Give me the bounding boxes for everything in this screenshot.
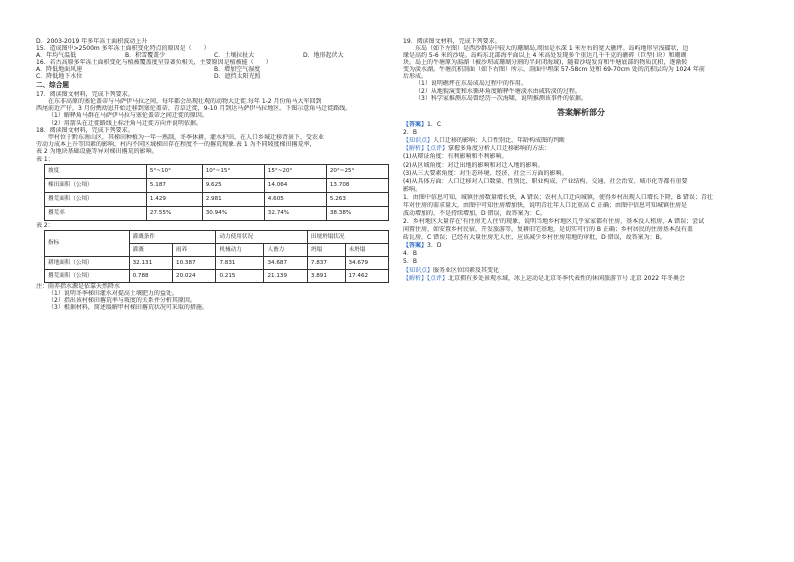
table-cell: 5.263 [326, 193, 388, 207]
explanation-line: 年对住房的需求量大，由图中可知住房增加快，说明青壮年人口比重高 C 正确；由图中信息可知城镇住房是 [403, 201, 688, 209]
knowledge-point-tag: 【知识点】 [403, 137, 434, 145]
table-cell: 32.74% [264, 207, 326, 221]
q16-option-a: A．降低地面风速 [36, 66, 83, 74]
q16-stem: 16．若古高原多年冻土面积变化与植被覆盖度呈显著负相关，主要原因是植被能（ ） [36, 59, 272, 67]
q17-sub-question: （2）用箭头在迁徙路线上标注角马迁徙方向并说明依据。 [48, 119, 202, 127]
q15-option-d: D．地形起伏大 [303, 52, 344, 60]
answer-line [403, 258, 759, 265]
q15-option-a: A．年均气温低 [36, 52, 77, 60]
analysis-line [403, 145, 759, 152]
q19-text-line: 块。岛上的牛塘原为潟湖（被沙坝或珊瑚分割的半封闭海域)，随着沙堤发育和牛塘底部的物质沉积，逐渐转 [403, 59, 688, 67]
table-cell: 17.462 [345, 270, 389, 283]
table-cell: 27.55% [146, 207, 202, 221]
q19-text-line: 东岛（如下左图）是西沙群岛中较大的珊瑚岛,周围是水深 1 米左右的宽大礁坪。岛屿地形呈浅碟状，边 [415, 45, 689, 53]
table1-header: 15°~20° [264, 165, 326, 179]
q14-option-d: D．2003-2019 年多年冻土面积波动上升 [36, 38, 148, 45]
analysis-point: (4)从具体方面：人口迁移对人口数量、性别比、职业构成、产业结构、交通、社会治安、城市化等都有重要 [403, 177, 688, 185]
q19-sub-question: （1）说明礁坪在东岛成岛过程中的作用。 [415, 80, 527, 88]
table1-header-row [45, 165, 389, 179]
answer-line [403, 129, 759, 136]
table-row [45, 270, 389, 283]
answer-line [403, 121, 759, 128]
q16-option-b: B．增加空气湿度 [214, 66, 261, 74]
table2-subheader: 未坍塌 [345, 244, 389, 257]
table2-group-row [45, 231, 389, 244]
table-cell: 32.131 [129, 257, 172, 270]
knowledge-point-tag: 【知识点】 [403, 266, 434, 274]
analysis-point: 影响。 [403, 185, 422, 193]
q18-text-line: 劳动力成本上升等因素的影响，村内不同区域梯田存在程度不一的撂荒现象.表 1 为不同坡度梯田撂荒率， [36, 140, 316, 148]
analysis-point: (2)从区域角度：对迁出地的影响和对迁入地的影响。 [403, 161, 544, 169]
table-cell: 撂荒率 [45, 207, 147, 221]
table-cell: 38.38% [326, 207, 388, 221]
table2-group-header: 动力使用状况 [216, 231, 307, 244]
answer-line [403, 250, 759, 257]
q17-text-line: 在东非高原的塞伦盖蒂与马萨伊马拉之间，每年都会出现壮观的动物大迁徙.每年 1-2 月份角马大军回到 [48, 98, 322, 106]
table1-header: 10°~15° [202, 165, 264, 179]
answer-text: 4．B [403, 250, 417, 258]
q19-text-line: 变为淡水湖。牛塘沉积剖面（如下右图）所示，剖面中埋深 57-58cm 处和 69-70cm 处的沉积层均为 1024 年前 [403, 66, 705, 74]
table-cell: 4.605 [264, 193, 326, 207]
analysis-text: 掌握多角度分析人口迁移影响的方法： [448, 145, 551, 153]
q18-sub-question: （2）指出该村梯田撂荒率与坡度的关系并分析其原因。 [48, 297, 196, 305]
table-cell: 34.679 [345, 257, 389, 270]
table-cell: 30.94% [202, 207, 264, 221]
q19-sub-question: （3）科学家推测东岛曾经历一次海啸，说明推测该事件的依据。 [415, 94, 587, 102]
right-column [403, 38, 759, 283]
table1-caption: 表 1： [36, 155, 54, 163]
table2-subheader: 灌溉 [129, 244, 172, 257]
q19-stem: 19．阅读图文材料，完成下列要求。 [403, 38, 501, 45]
section-title: 二、综合题 [36, 81, 69, 90]
answer-tag: 【答案】 [403, 242, 428, 250]
table-cell: 20.024 [173, 270, 216, 283]
q16-option-c: C．降低地下水位 [36, 73, 83, 81]
table-cell: 撂荒面积（公顷） [45, 270, 130, 283]
knowledge-point-text: 服务业区位因素及其变化 [433, 266, 500, 274]
answer-line [403, 242, 759, 249]
table-note: 注：雨养指水源是依靠天然降水 [36, 283, 121, 291]
analysis-point: (1)从辩证角度：有利影响和不利影响。 [403, 153, 508, 161]
table2-index-header: 指标 [45, 231, 130, 257]
table-row [45, 207, 389, 221]
explanation-line: 2．乡村地区大量存在'有住房无人住'的现象，说明当地乡村地区几乎家家都有住房，基本没人租房，A 错误；尝试 [403, 218, 705, 226]
q15-option-c: C．土壤拉扯大 [214, 52, 255, 60]
table-cell: 1.429 [146, 193, 202, 207]
q18-sub-question: （1）说明冬季梯田灌水对提高土壤肥力的益处。 [48, 290, 178, 298]
table2-caption: 表 2： [36, 222, 54, 230]
table-cell: 2.981 [202, 193, 264, 207]
table-cell: 7.837 [307, 257, 345, 270]
answer-text: 1．C [427, 121, 442, 129]
table-cell: 耕地面积（公顷） [45, 257, 130, 270]
q19-sub-question: （2）从地貌演变和水循环角度解释牛塘淡水由咸转淡的过程。 [415, 87, 581, 95]
analysis-tag: 【解析】【点评】 [403, 274, 449, 282]
explanation-line: 闲置住房，如安置乡村民宿，开发旅游等，复耕旧宅基地，是切实可行的 B 正确；乡村居民的住房基本没有盖 [403, 226, 693, 234]
table2 [44, 230, 389, 283]
q15-stem: 15．造成图中>2500m 多年冻土面积变化特点的原因是（ ） [36, 45, 210, 53]
table1 [44, 164, 389, 221]
analysis-line [403, 275, 759, 282]
table-cell: 0.215 [216, 270, 264, 283]
table-cell: 5.187 [146, 179, 202, 193]
knowledge-point-text: 人口迁移的影响；人口性别比、年龄构成图的判断 [433, 137, 566, 145]
table1-header: 坡度 [45, 165, 147, 179]
knowledge-point-line [403, 267, 759, 274]
q15-option-b: B．积雪覆盖少 [125, 52, 166, 60]
table-cell: 21.139 [264, 270, 307, 283]
q19-text-line: 缘是高约 5-6 米的沙堤。岛屿东北部海平面以上 4 米高处发现多个重达几千千克的礁碎（巨型) 块）和珊瑚 [403, 52, 687, 60]
answer-text: 2．B [403, 129, 417, 137]
q18-text-line: 表 2 为地块基础设施等异对梯田撂荒的影响。 [36, 147, 158, 155]
q16-option-d: D．遮挡太阳光照 [214, 73, 261, 81]
knowledge-point-line [403, 137, 759, 144]
answer-text: 5．B [403, 258, 417, 266]
q18-text-line: 甲村位于黔东南山区，其梯田种植为一年一熟制，冬季休耕，灌水护田。在人口乡城迁移背景下，受农业 [48, 133, 325, 141]
explanation-line: 1．由图中信息可知，城镇住房数量增长快，A 错误；农村人口迁向城镇，使得乡村出现人口增长下降，B 错误；青壮 [403, 193, 713, 201]
table-cell: 梯田面积（公顷） [45, 179, 147, 193]
answer-tag: 【答案】 [403, 121, 428, 129]
analysis-text: 北京拥有多处景观水域，冰上运动是北京冬季代表性的休闲旅游节号 北京 2022 年冬奥会 [448, 274, 686, 282]
q19-text-line: 后形成。 [403, 73, 428, 81]
q17-text-line: 西尾前近产仔，3 月份携幼崽开始迁移到塞伦盖蒂、青草迁徙，9-10 月到达马萨伊马拉地区。下图示意角马迁徙路线。 [36, 105, 352, 113]
explanation-line: 砖瓦房，C 错误；已经有大量住房无人住，应该减少乡村住房用地的审批，D 错误，故答案为：B。 [403, 234, 666, 242]
table-row [45, 257, 389, 270]
table-cell: 9.625 [202, 179, 264, 193]
table2-group-header: 田埂坍塌状况 [307, 231, 388, 244]
table-cell: 34.687 [264, 257, 307, 270]
q16-options-row2 [36, 73, 392, 80]
table-cell: 撂荒面积（公顷） [45, 193, 147, 207]
table-cell: 3.891 [307, 270, 345, 283]
table2-group-header: 灌溉条件 [129, 231, 216, 244]
q18-stem: 18．阅读图文材料，完成下列要求。 [36, 126, 134, 134]
analysis-point: (3)从三大要素角度：对生态环境、经济、社会三方面的影响。 [403, 169, 568, 177]
table-cell: 14.064 [264, 179, 326, 193]
q15-options [36, 52, 392, 59]
table1-header: 5°~10° [146, 165, 202, 179]
q17-stem: 17．阅读图文材料，完成下列要求。 [36, 91, 134, 99]
answer-text: 3．D [427, 242, 442, 250]
table2-subheader: 机械动力 [216, 244, 264, 257]
explanation-line: 波动增加的，不是持续增加，D 错误，故答案为：C。 [403, 210, 546, 217]
table-cell: 0.788 [129, 270, 172, 283]
table2-subheader: 坍塌 [307, 244, 345, 257]
table-cell: 10.387 [173, 257, 216, 270]
table1-header: 20°~25° [326, 165, 388, 179]
table-cell: 7.831 [216, 257, 264, 270]
table2-subheader: 人畜力 [264, 244, 307, 257]
table-row [45, 193, 389, 207]
table-row [45, 179, 389, 193]
table2-subheader: 雨养 [173, 244, 216, 257]
table-cell: 13.708 [326, 179, 388, 193]
q18-sub-question: （3）根据材料，简述缓解甲村梯田撂荒状况可采取的措施。 [48, 304, 208, 312]
analysis-tag: 【解析】【点评】 [403, 145, 449, 153]
answer-section-title: 答案解析部分 [557, 107, 605, 117]
q17-sub-question: （1）解释角马群在马萨伊马拉与塞伦盖蒂之间迁徙的原因。 [48, 112, 208, 120]
left-column [36, 38, 392, 311]
